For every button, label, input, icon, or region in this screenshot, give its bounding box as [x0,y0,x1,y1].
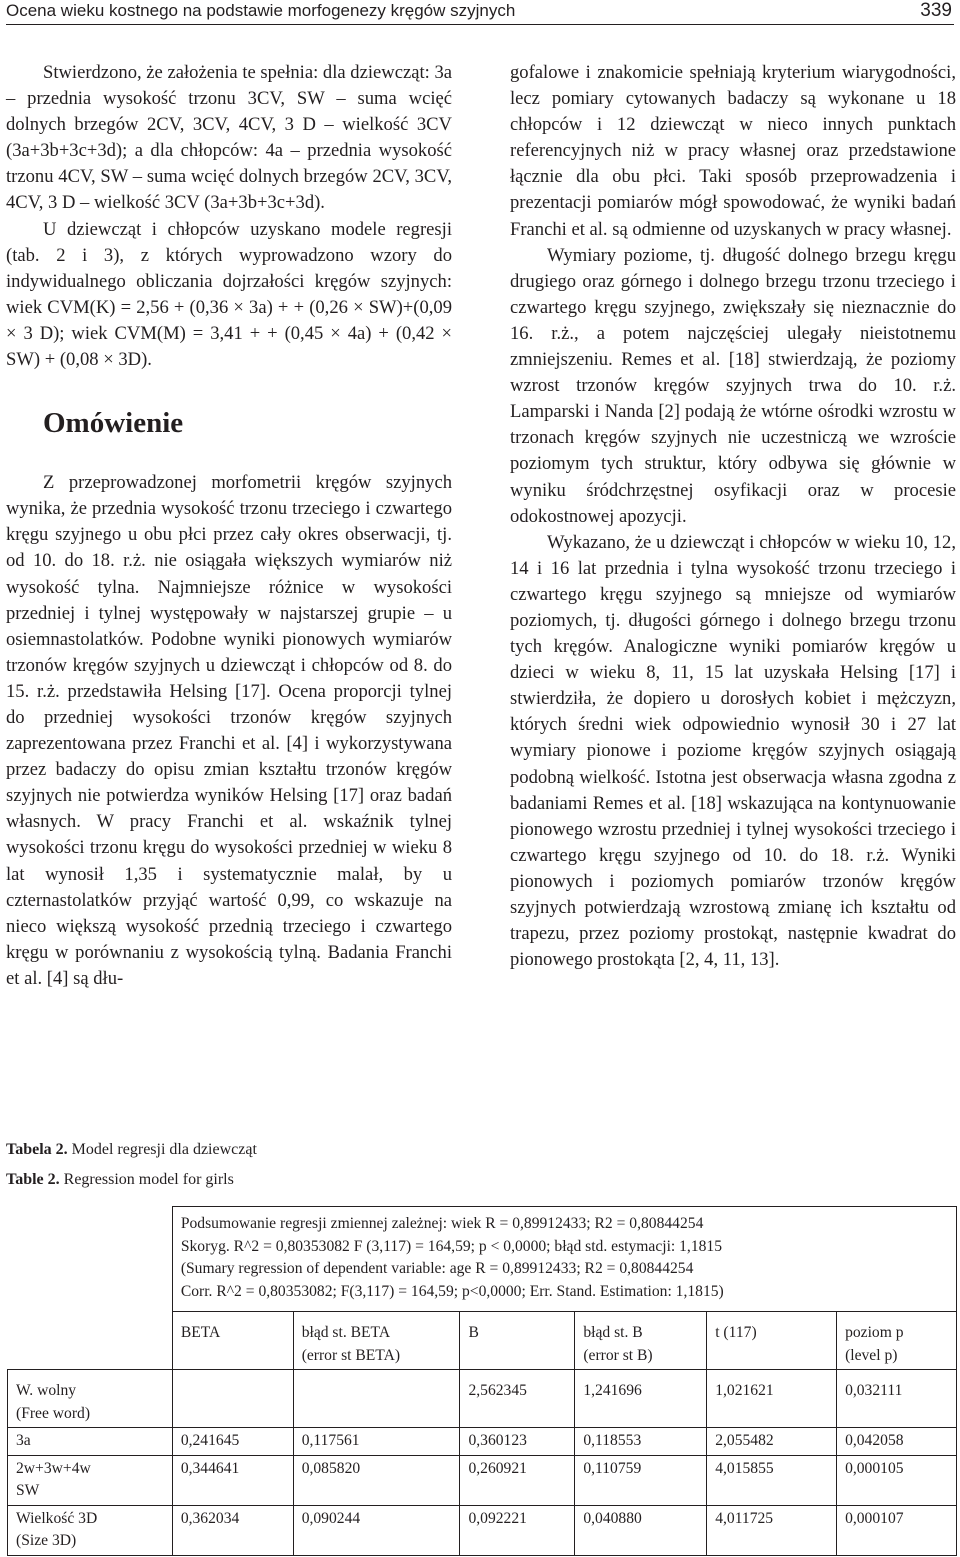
table-row [8,1505,957,1555]
cell-line: B [468,1324,479,1341]
caption-label: Tabela 2. [6,1141,68,1158]
paragraph: Stwierdzono, że założenia te spełnia: dla dziewcząt: 3a – przednia wysokość trzonu 3CV, SW – suma wcięć dolnych brzegów 2CV, 3CV, 4CV, 3 D – wielkość 3CV (3a+3b+3c+3d); a dla chłopców: 4a – przednia wysokość trzonu 4CV, SW – suma wcięć dolnych brzegów 2CV, 3CV, 4CV, 3 D – wielkość 3CV (3a+3b+3c+3d). [6,62,452,214]
table-cell: 0,118553 [575,1428,707,1456]
table-caption-en [6,1170,234,1190]
regression-summary [172,1207,956,1312]
table-cell: 0,241645 [172,1428,293,1456]
caption-text: Regression model for girls [59,1171,234,1188]
table-cell: 0,040880 [575,1505,707,1555]
row-label [8,1505,173,1555]
table-cell: 0,000107 [837,1505,957,1555]
table-cell: 0,344641 [172,1455,293,1505]
table-cell: 0,117561 [293,1428,460,1456]
cell-line: 2w+3w+4w [16,1459,91,1477]
table-cell: 0,000105 [837,1455,957,1505]
cell-line: 3a [16,1432,31,1449]
table-row [8,1370,957,1428]
header-row [8,1312,957,1370]
paragraph: U dziewcząt i chłopców uzyskano modele regresji (tab. 2 i 3), z których wyprowadzono wzory do indywidualnego obliczania dojrzałości kręgów szyjnych: wiek CVM(K) = 2,56 + (0,36 × 3a) + + (0,26 × SW)+(0,09 × 3 D); wiek CVM(M) = 3,41 + + (0,45 × 4a) + (0,42 × SW) + (0,08 × 3D). [6,218,452,371]
paragraph: Wymiary poziome, tj. długość dolnego brzegu kręgu drugiego oraz górnego i dolnego brzegu trzonu trzeciego i czwartego kręgu szyjnego, zwiększały się nieznacznie do 16. r.ż., a potem najczęściej ulegały nieistotnemu zmniejszeniu. Remes et al. [18] stwierdzają, że poziomy wzrost trzonów kręgów szyjnych trwa do 10. r.ż. Lamparski i Nanda [2] podają że wtórne ośrodki wzrostu w trzonach kręgów szyjnych nie uczestniczą we wzroście poziomym tych struktur, który odbywa się głównie w wyniku śródchrzęstnej osyfikacji oraz w procesie odokostnowej apozycji. [510,244,956,527]
summary-row [8,1207,957,1312]
cell-line: poziom p [845,1324,904,1341]
table-cell [172,1370,293,1428]
cell-line: BETA [180,1324,221,1341]
cell-line: t (117) [715,1324,757,1341]
cell-line: W. wolny [16,1382,77,1399]
table-cell: 0,085820 [293,1455,460,1505]
table-cell: 4,015855 [707,1455,837,1505]
running-header [6,0,954,25]
paragraph: gofalowe i znakomicie spełniają kryterium wiarygodności, lecz pomiary cytowanych badaczy są wykonane u 18 chłopców i 12 dziewcząt w nieco innych punktach referencyjnych niż w pracy własnej oraz przedstawione łącznie dla obu płci. Taki sposób przeprowadzenia i prezentacji pomiarów mógł spowodować, że wyniki badań Franchi et al. są odmienne od uzyskanych w pracy własnej. [510,62,956,240]
table-cell: 1,021621 [707,1370,837,1428]
column-header [293,1312,460,1370]
caption-label: Table 2. [6,1171,60,1188]
cell-line: Wielkość 3D [16,1509,98,1527]
regression-table [7,1206,957,1556]
caption-text: Model regresji dla dziewcząt [67,1141,257,1158]
running-title: Ocena wieku kostnego na podstawie morfogenezy kręgów szyjnych [6,1,516,20]
cell-line: (level p) [845,1346,898,1364]
paragraph: Wykazano, że u dziewcząt i chłopców w wieku 10, 12, 14 i 16 lat przednia i tylna wysokość trzonu trzeciego i czwartego kręgu szyjnego są mniejsze od wymiarów poziomych, tj. długości górnego i dolnego brzegu trzonu tych kręgów. Analogiczne wyniki pomiarów kręgów u dzieci w wieku 8, 11, 15 lat uzyskała Helsing [17] i stwierdziła, że dopiero u dorosłych kobiet i mężczyzn, których średni wiek odpowiednio wynosił 30 i 27 lat wymiary pionowe i poziome kręgów szyjnych osiągają podobną wielkość. Istotna jest obserwacja własna zgodna z badaniami Remes et al. [18] wskazująca na kontynuowanie pionowego wzrostu przedniej i tylnej wysokości trzeciego i czwartego kręgu szyjnego od 10. do 18. r.ż. Wyniki pionowych i poziomych pomiarów trzonów kręgów szyjnych potwierdzają wzrostową zmianę ich kształtu od trapezu, przez poziomy prostokąt, następnie kwadrat do pionowego prostokąta [2, 4, 11, 13]. [510,531,956,971]
summary-line: Skoryg. R^2 = 0,80353082 F (3,117) = 164,59; p < 0,0000; błąd std. estymacji: 1,1815 [180,1237,723,1255]
summary-line: Podsumowanie regresji zmiennej zależnej: wiek R = 0,89912433; R2 = 0,80844254 [180,1215,704,1232]
table-cell: 0,260921 [460,1455,575,1505]
column-header [837,1312,957,1370]
cell-line: (Free word) [16,1404,91,1422]
summary-line: Corr. R^2 = 0,80353082; F(3,117) = 164,59; p<0,0000; Err. Stand. Estimation: 1,1815) [180,1282,724,1300]
left-column [6,60,452,992]
cell-line: błąd st. BETA [301,1324,391,1341]
row-label [8,1428,173,1456]
table-cell: 2,562345 [460,1370,575,1428]
table-cell: 0,042058 [837,1428,957,1456]
column-header [575,1312,707,1370]
table-cell: 1,241696 [575,1370,707,1428]
table-cell [293,1370,460,1428]
table-corner [8,1312,173,1370]
row-label [8,1370,173,1428]
column-header [460,1312,575,1370]
column-header [172,1312,293,1370]
summary-line: (Sumary regression of dependent variable: age R = 0,89912433; R2 = 0,80844254 [180,1260,694,1277]
section-heading: Omówienie [43,407,184,440]
paragraph: Z przeprowadzonej morfometrii kręgów szyjnych wynika, że przednia wysokość trzonu trzeciego i czwartego kręgu szyjnego u obu płci przez cały okres obserwacji, tj. od 10. do 18. r.ż. nie osiągała większych wymiarów niż wysokość tylna. Najmniejsze różnice w wysokości przedniej i tylnej występowały w najstarszej grupie – u osiemnastolatków. Podobne wyniki pionowych wymiarów trzonów kręgów szyjnych u dziewcząt i chłopców od 8. do 15. r.ż. przedstawiła Helsing [17]. Ocena proporcji tylnej do przedniej wysokości trzonów kręgów szyjnych zaprezentowana przez Franchi et al. [4] i wykorzystywana przez badaczy do opisu zmian kształtu trzonów kręgów szyjnych nie potwierdza wyników Helsing [17] oraz badań własnych. W pracy Franchi et al. wskaźnik tylnej wysokości trzonu kręgu do wysokości przedniej w wieku 8 lat wynosił 1,35 i systematycznie malał, by u czternastolatków przyjąć wartość 0,99, co wskazuje na nieco większą wysokość przednią trzeciego i czwartego kręgu w porównaniu z wysokością tylną. Badania Franchi et al. [4] są dłu- [6,472,452,989]
table-row [8,1428,957,1456]
cell-line: błąd st. B [583,1324,643,1341]
table-cell: 4,011725 [707,1505,837,1555]
table-cell: 0,032111 [837,1370,957,1428]
column-header [707,1312,837,1370]
table-cell: 0,092221 [460,1505,575,1555]
row-label [8,1455,173,1505]
cell-line: (Size 3D) [16,1532,77,1549]
cell-line: (error st B) [583,1346,653,1364]
table-cell: 2,055482 [707,1428,837,1456]
right-column [510,60,956,973]
table-cell: 0,110759 [575,1455,707,1505]
table-cell: 0,362034 [172,1505,293,1555]
table-row [8,1455,957,1505]
table-caption-pl [6,1140,257,1160]
cell-line: SW [16,1482,40,1499]
table-cell: 0,090244 [293,1505,460,1555]
cell-line: (error st BETA) [301,1346,401,1364]
table-cell: 0,360123 [460,1428,575,1456]
page-number: 339 [920,0,952,21]
table-corner [8,1207,173,1312]
